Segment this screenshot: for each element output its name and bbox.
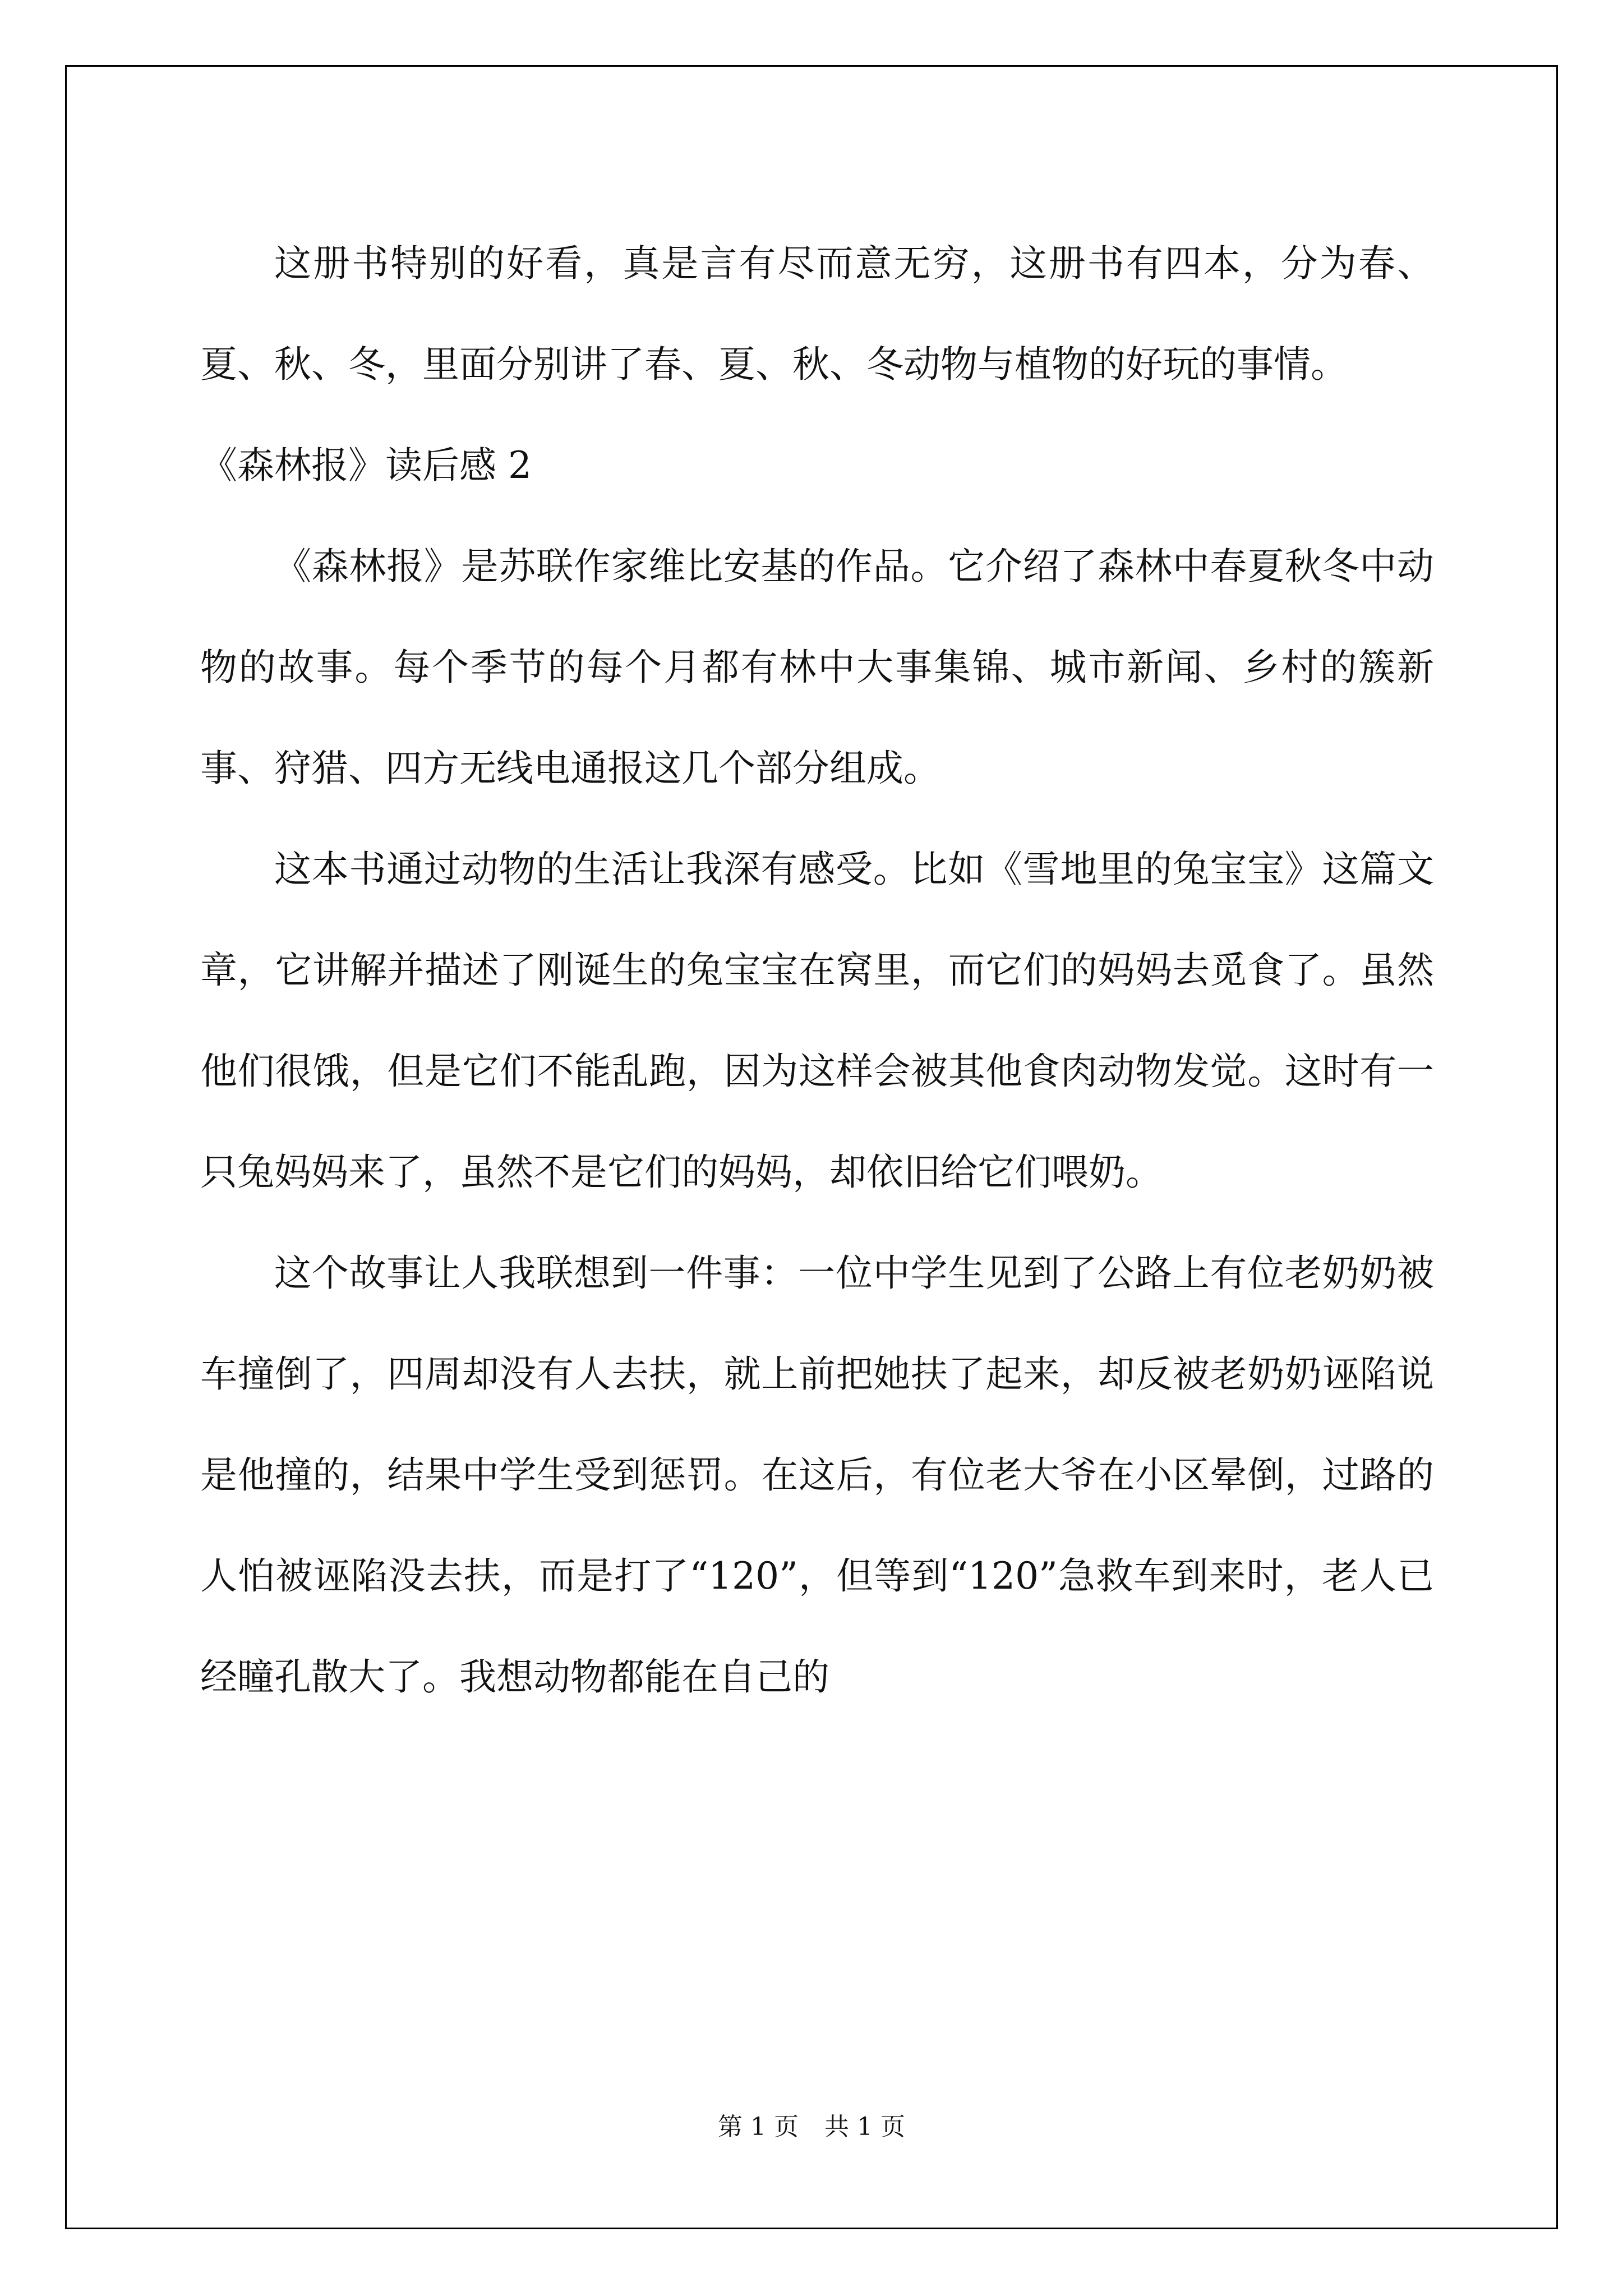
paragraph: 这本书通过动物的生活让我深有感受。比如《雪地里的兔宝宝》这篇文章，它讲解并描述了刚诞生的兔宝宝在窝里，而它们的妈妈去觅食了。虽然他们很饿，但是它们不能乱跑，因为这样会被其他食肉动物发觉。这时有一只兔妈妈来了，虽然不是它们的妈妈，却依旧给它们喂奶。 [200,848,1434,1194]
document-body [200,213,1434,1728]
paragraph: 这个故事让人我联想到一件事：一位中学生见到了公路上有位老奶奶被车撞倒了，四周却没有人去扶，就上前把她扶了起来，却反被老奶奶诬陷说是他撞的，结果中学生受到惩罚。在这后，有位老大爷在小区晕倒，过路的人怕被诬陷没去扶，而是打了“120”，但等到“120”急救车到来时，老人已经瞳孔散大了。我想动物都能在自己的 [200,1251,1434,1699]
paragraph: 这册书特别的好看，真是言有尽而意无穷，这册书有四本，分为春、夏、秋、冬，里面分别讲了春、夏、秋、冬动物与植物的好玩的事情。 [200,242,1434,386]
page-total: 共 1 页 [824,2113,905,2141]
page-footer [0,2106,1623,2142]
section-heading: 《森林报》读后感 2 [200,444,532,487]
page-number: 第 1 页 [718,2113,799,2141]
paragraph: 《森林报》是苏联作家维比安基的作品。它介绍了森林中春夏秋冬中动物的故事。每个季节的每个月都有林中大事集锦、城市新闻、乡村的簇新事、狩猎、四方无线电通报这几个部分组成。 [200,545,1434,790]
